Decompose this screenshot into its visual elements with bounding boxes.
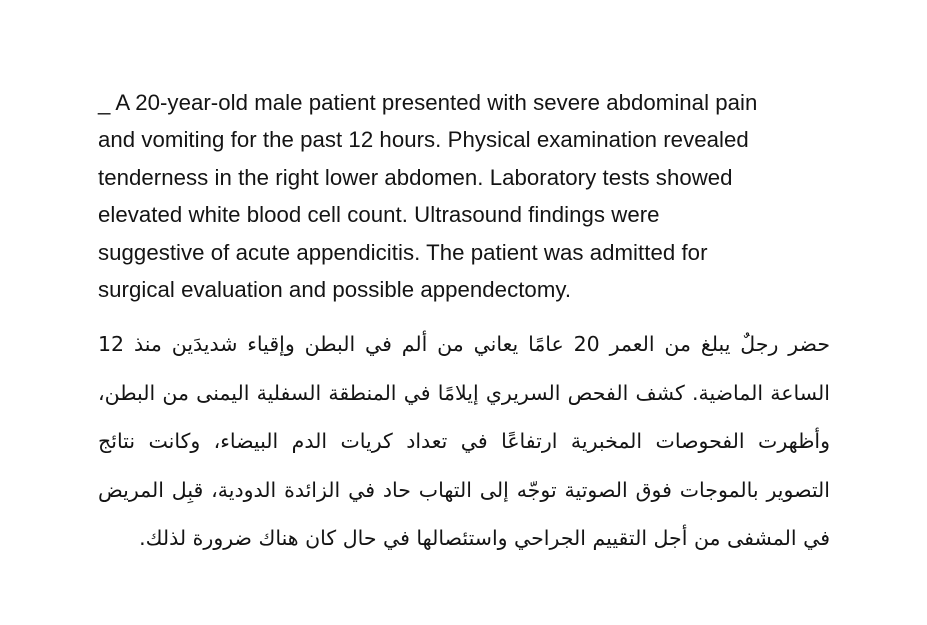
english-line: elevated white blood cell count. Ultrasound findings were — [98, 202, 660, 228]
arabic-line: في المشفى من أجل التقييم الجراحي واستئصالها في حال كان هناك ضرورة لذلك. — [139, 526, 830, 551]
arabic-line: وأظهرت الفحوصات المخبرية ارتفاعًا في تعداد كريات الدم البيضاء، وكانت نتائج — [98, 429, 830, 454]
arabic-line: الساعة الماضية. كشف الفحص السريري إيلامًا في المنطقة السفلية اليمنى من البطن، — [98, 380, 830, 405]
english-paragraph — [98, 84, 830, 308]
arabic-line: التصوير بالموجات فوق الصوتية توجّه إلى التهاب حاد في الزائدة الدودية، قبِل المريض — [98, 477, 830, 502]
arabic-paragraph — [98, 320, 830, 563]
english-line: surgical evaluation and possible appendectomy. — [98, 277, 572, 303]
english-line: _ A 20-year-old male patient presented with severe abdominal pain — [98, 90, 758, 115]
english-line: tenderness in the right lower abdomen. Laboratory tests showed — [98, 164, 733, 190]
document-body — [98, 84, 830, 563]
english-line: suggestive of acute appendicitis. The patient was admitted for — [98, 239, 708, 265]
english-line: and vomiting for the past 12 hours. Physical examination revealed — [98, 127, 749, 153]
arabic-line: حضر رجلٌ يبلغ من العمر 20 عامًا يعاني من ألم في البطن وإقياء شديدَين منذ 12 — [98, 332, 831, 357]
